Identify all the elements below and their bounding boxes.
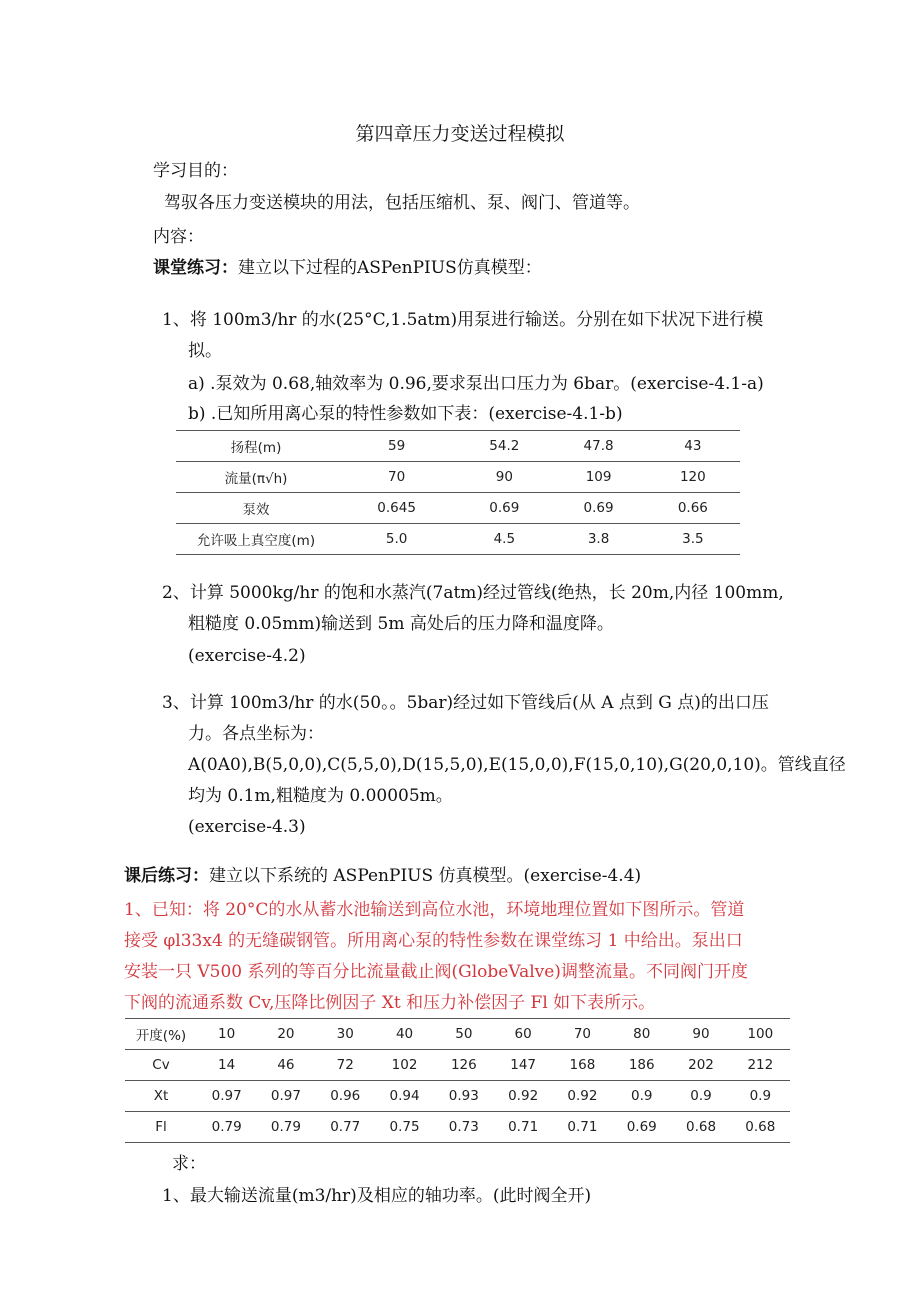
objective-text: 驾驭各压力变送模块的用法，包括压缩机、泵、阀门、管道等。 (164, 193, 640, 213)
row-header: 流量(π√h) (224, 471, 288, 487)
homework (124, 865, 641, 887)
table-cell: 0.71 (508, 1119, 539, 1135)
class-practice (153, 257, 542, 279)
table-cell: 90 (495, 469, 513, 485)
table-cell: 126 (450, 1057, 477, 1073)
row-header: 扬程(m) (230, 440, 282, 456)
table-cell: 0.73 (448, 1119, 479, 1135)
ex2-line3: (exercise-4.2) (188, 646, 306, 666)
ask-label: 求： (172, 1154, 206, 1174)
homework-red-line4: 下阀的流通系数 Cv,压降比例因子 Xt 和压力补偿因子 Fl 如下表所示。 (124, 993, 656, 1013)
ex1-a: a) .泵效为 0.68,轴效率为 0.96,要求泵出口压力为 6bar。(exercise-4.1-a) (188, 374, 764, 394)
table-cell: 0.66 (677, 500, 708, 516)
table-cell: 0.69 (583, 500, 614, 516)
table-cell: 202 (688, 1057, 714, 1073)
row-header: Fl (155, 1119, 167, 1135)
table-cell: 40 (395, 1026, 414, 1042)
pump-characteristics-table (176, 430, 740, 555)
ex2-line1: 2、计算 5000kg/hr 的饱和水蒸汽(7atm)经过管线(绝热，长 20m,内径 100mm, (162, 583, 784, 603)
table-row (125, 1112, 790, 1143)
ex3-line3: A(0A0),B(5,0,0),C(5,5,0),D(15,5,0),E(15,0,0),F(15,0,10),G(20,0,10)。管线直径 (188, 755, 846, 775)
table-row (176, 462, 740, 493)
table-cell: 4.5 (493, 531, 516, 547)
ex1-line1: 1、将 100m3/hr 的水(25°C,1.5atm)用泵进行输送。分别在如下状况下进行模 (162, 310, 764, 330)
ex1-b: b) .已知所用离心泵的特性参数如下表：(exercise-4.1-b) (188, 404, 623, 424)
table-cell: 0.93 (448, 1088, 479, 1104)
table-cell: 20 (277, 1026, 295, 1042)
table-cell: 43 (684, 438, 702, 454)
page-title: 第四章压力变送过程模拟 (355, 123, 565, 145)
table-cell: 0.75 (389, 1119, 420, 1135)
table-cell: 0.69 (489, 500, 520, 516)
content-label: 内容： (153, 227, 204, 247)
homework-text: 建立以下系统的 ASPenPIUS 仿真模型。(exercise-4.4) (209, 866, 642, 886)
table-row (176, 431, 740, 462)
table-cell: 0.79 (211, 1119, 242, 1135)
row-header: 允许吸上真空度(m) (196, 533, 316, 549)
table-cell: 109 (585, 469, 612, 485)
table-cell: 0.92 (567, 1088, 598, 1104)
class-practice-label: 课堂练习： (153, 258, 238, 278)
valve-parameters-table (125, 1018, 790, 1143)
ex3-line5: (exercise-4.3) (188, 817, 306, 837)
row-header: Xt (153, 1088, 169, 1104)
table-cell: 186 (628, 1057, 655, 1073)
homework-red-line3: 安装一只 V500 系列的等百分比流量截止阀(GlobeValve)调整流量。不同阀门开度 (124, 962, 748, 982)
table-row (176, 524, 740, 555)
table-cell: 50 (455, 1026, 473, 1042)
table-cell: 0.9 (630, 1088, 653, 1104)
table-row (125, 1081, 790, 1112)
class-practice-text: 建立以下过程的ASPenPIUS仿真模型： (238, 258, 542, 278)
table-cell: 0.68 (745, 1119, 776, 1135)
ex3-line4: 均为 0.1m,粗糙度为 0.00005m。 (188, 786, 453, 806)
table-cell: 147 (510, 1057, 537, 1073)
table-cell: 5.0 (385, 531, 408, 547)
table-cell: 0.9 (749, 1088, 772, 1104)
table-row (125, 1050, 790, 1081)
table-cell: 70 (388, 469, 406, 485)
table-cell: 100 (747, 1026, 774, 1042)
table-cell: 14 (218, 1057, 236, 1073)
ex2-line2: 粗糙度 0.05mm)输送到 5m 高处后的压力降和温度降。 (188, 614, 614, 634)
table-cell: 80 (633, 1026, 651, 1042)
table-cell: 0.9 (690, 1088, 712, 1104)
objective-label: 学习目的： (153, 161, 238, 181)
row-header: Cv (152, 1057, 170, 1073)
table-cell: 0.71 (567, 1119, 598, 1135)
table-cell: 0.97 (211, 1088, 242, 1104)
table-cell: 0.96 (330, 1088, 361, 1104)
homework-red-line2: 接受 φl33x4 的无缝碳钢管。所用离心泵的特性参数在课堂练习 1 中给出。泵出口 (124, 931, 743, 951)
table-cell: 3.5 (682, 531, 704, 547)
homework-red-line1: 1、已知：将 20°C的水从蓄水池输送到高位水池，环境地理位置如下图所示。管道 (124, 900, 745, 920)
table-cell: 54.2 (489, 438, 520, 454)
table-cell: 47.8 (583, 438, 614, 454)
table-cell: 90 (692, 1026, 710, 1042)
row-header: 开度(%) (135, 1028, 187, 1044)
table-cell: 212 (747, 1057, 774, 1073)
table-cell: 168 (569, 1057, 596, 1073)
table-cell: 3.8 (587, 531, 610, 547)
table-cell: 120 (679, 469, 706, 485)
homework-label: 课后练习： (124, 866, 209, 886)
table-cell: 46 (277, 1057, 295, 1073)
table-row (125, 1019, 790, 1050)
question-1: 1、最大输送流量(m3/hr)及相应的轴功率。(此时阀全开) (162, 1186, 592, 1206)
table-row (176, 493, 740, 524)
table-cell: 60 (514, 1026, 532, 1042)
table-cell: 0.69 (626, 1119, 657, 1135)
table-cell: 0.97 (270, 1088, 301, 1104)
table-cell: 0.92 (508, 1088, 539, 1104)
table-cell: 59 (388, 438, 406, 454)
ex3-line1: 3、计算 100m3/hr 的水(50。。5bar)经过如下管线后(从 A 点到 G 点)的出口压 (162, 693, 769, 713)
table-cell: 0.68 (685, 1119, 717, 1135)
ex3-line2: 力。各点坐标为： (188, 724, 324, 744)
table-cell: 0.94 (389, 1088, 420, 1104)
ex1-line2: 拟。 (188, 341, 222, 361)
table-cell: 0.645 (377, 500, 416, 516)
table-cell: 70 (573, 1026, 592, 1042)
table-cell: 10 (218, 1026, 236, 1042)
table-cell: 72 (336, 1057, 354, 1073)
table-cell: 0.77 (330, 1119, 361, 1135)
table-cell: 102 (391, 1057, 418, 1073)
row-header: 泵效 (242, 502, 270, 518)
table-cell: 0.79 (270, 1119, 301, 1135)
table-cell: 30 (336, 1026, 354, 1042)
